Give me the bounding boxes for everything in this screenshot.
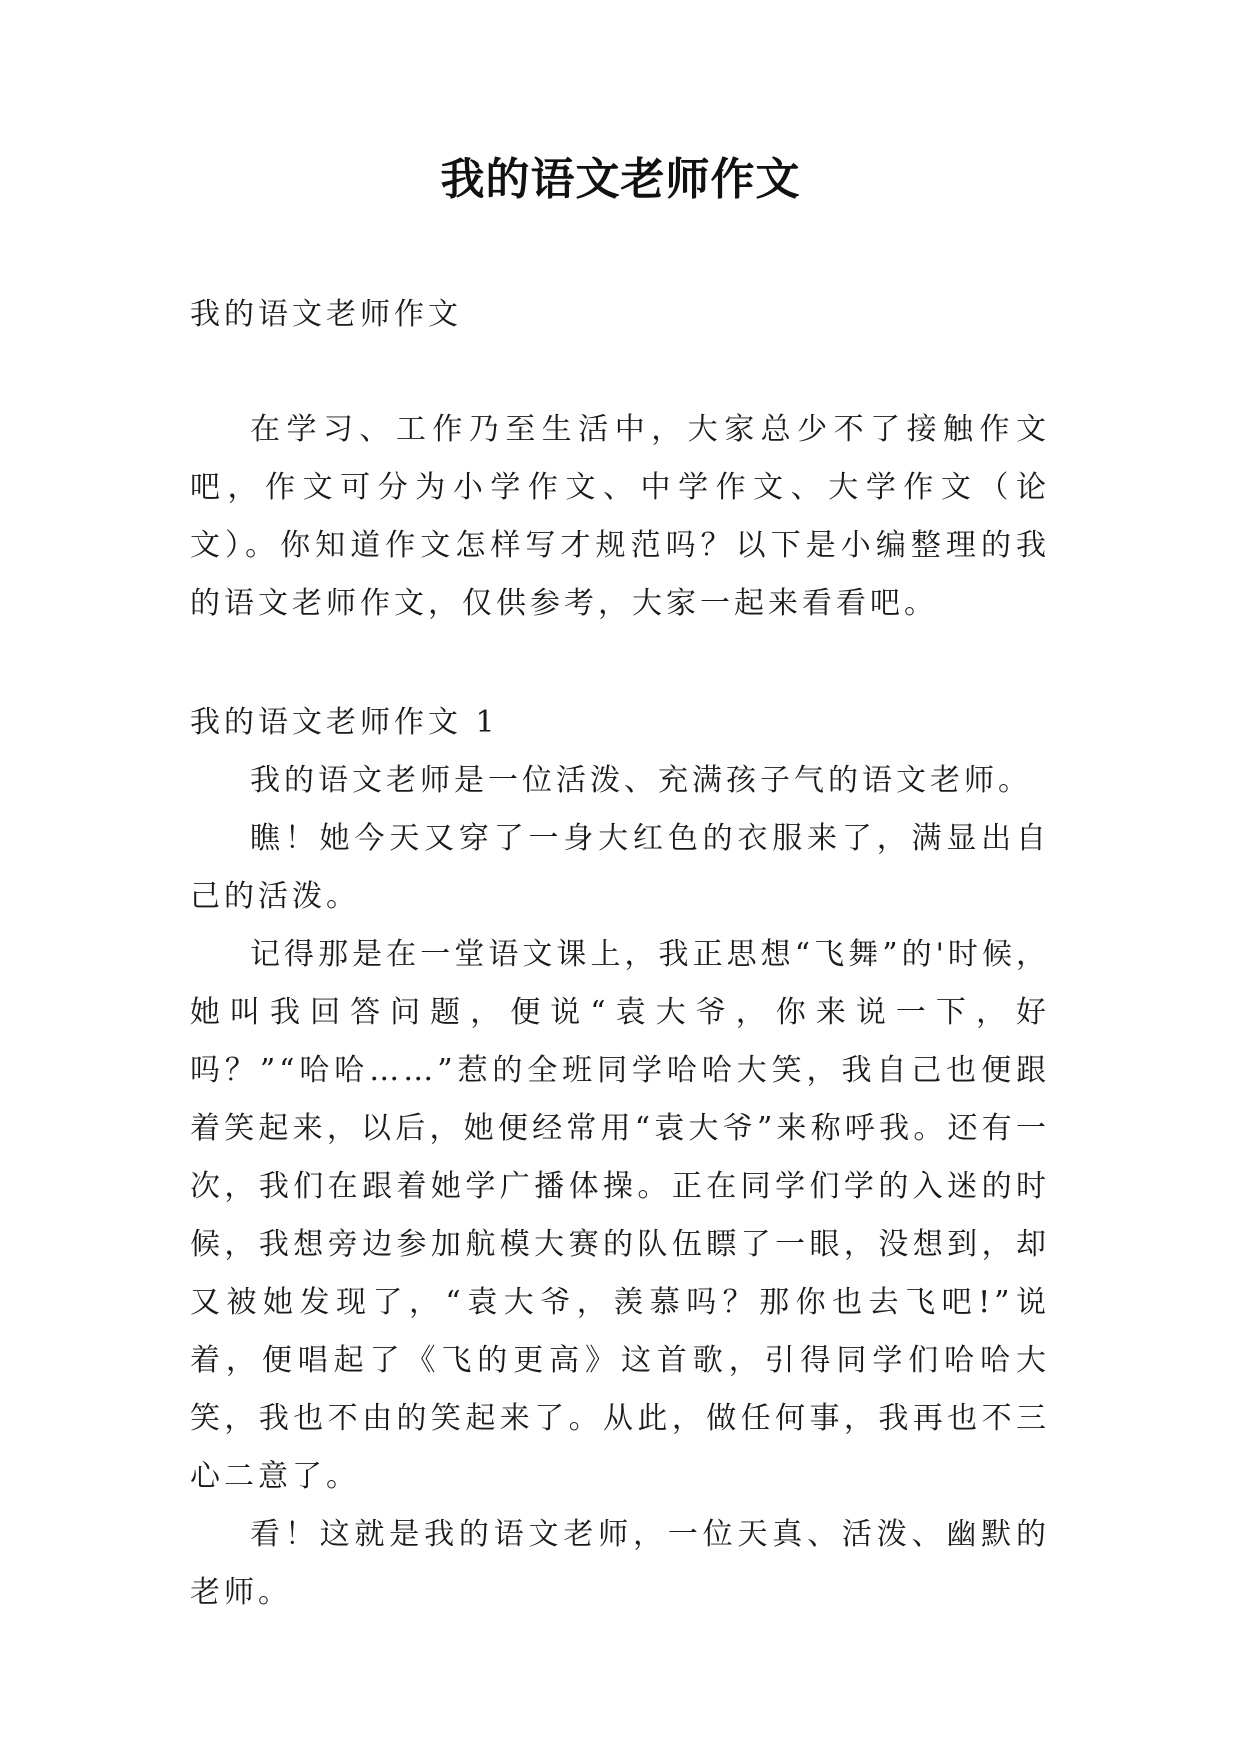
section-1 <box>190 694 1050 1622</box>
intro-block <box>190 401 1050 633</box>
document-subtitle: 我的语文老师作文 <box>190 297 462 332</box>
section-paragraph-3: 记得那是在一堂语文课上，我正思想“飞舞”的'时候，她叫我回答问题，便说“袁大爷，你来说一下，好吗？”“哈哈……”惹的全班同学哈哈大笑，我自己也便跟着笑起来，以后，她便经常用“袁大爷”来称呼我。还有一次，我们在跟着她学广播体操。正在同学们学的入迷的时候，我想旁边参加航模大赛的队伍瞟了一眼，没想到，却又被她发现了，“袁大爷，羡慕吗？那你也去飞吧!”说着，便唱起了《飞的更高》这首歌，引得同学们哈哈大笑，我也不由的笑起来了。从此，做任何事，我再也不三心二意了。 <box>190 937 1050 1494</box>
intro-paragraph: 在学习、工作乃至生活中，大家总少不了接触作文吧，作文可分为小学作文、中学作文、大学作文（论文）。你知道作文怎样写才规范吗？以下是小编整理的我的语文老师作文，仅供参考，大家一起来看看吧。 <box>190 412 1050 621</box>
section-paragraph-1: 我的语文老师是一位活泼、充满孩子气的语文老师。 <box>250 763 1032 798</box>
section-paragraph-4: 看！这就是我的语文老师，一位天真、活泼、幽默的老师。 <box>190 1517 1050 1610</box>
section-heading: 我的语文老师作文 1 <box>190 705 499 740</box>
document-title: 我的语文老师作文 <box>440 154 801 205</box>
section-paragraph-2: 瞧！她今天又穿了一身大红色的衣服来了，满显出自己的活泼。 <box>190 821 1050 914</box>
